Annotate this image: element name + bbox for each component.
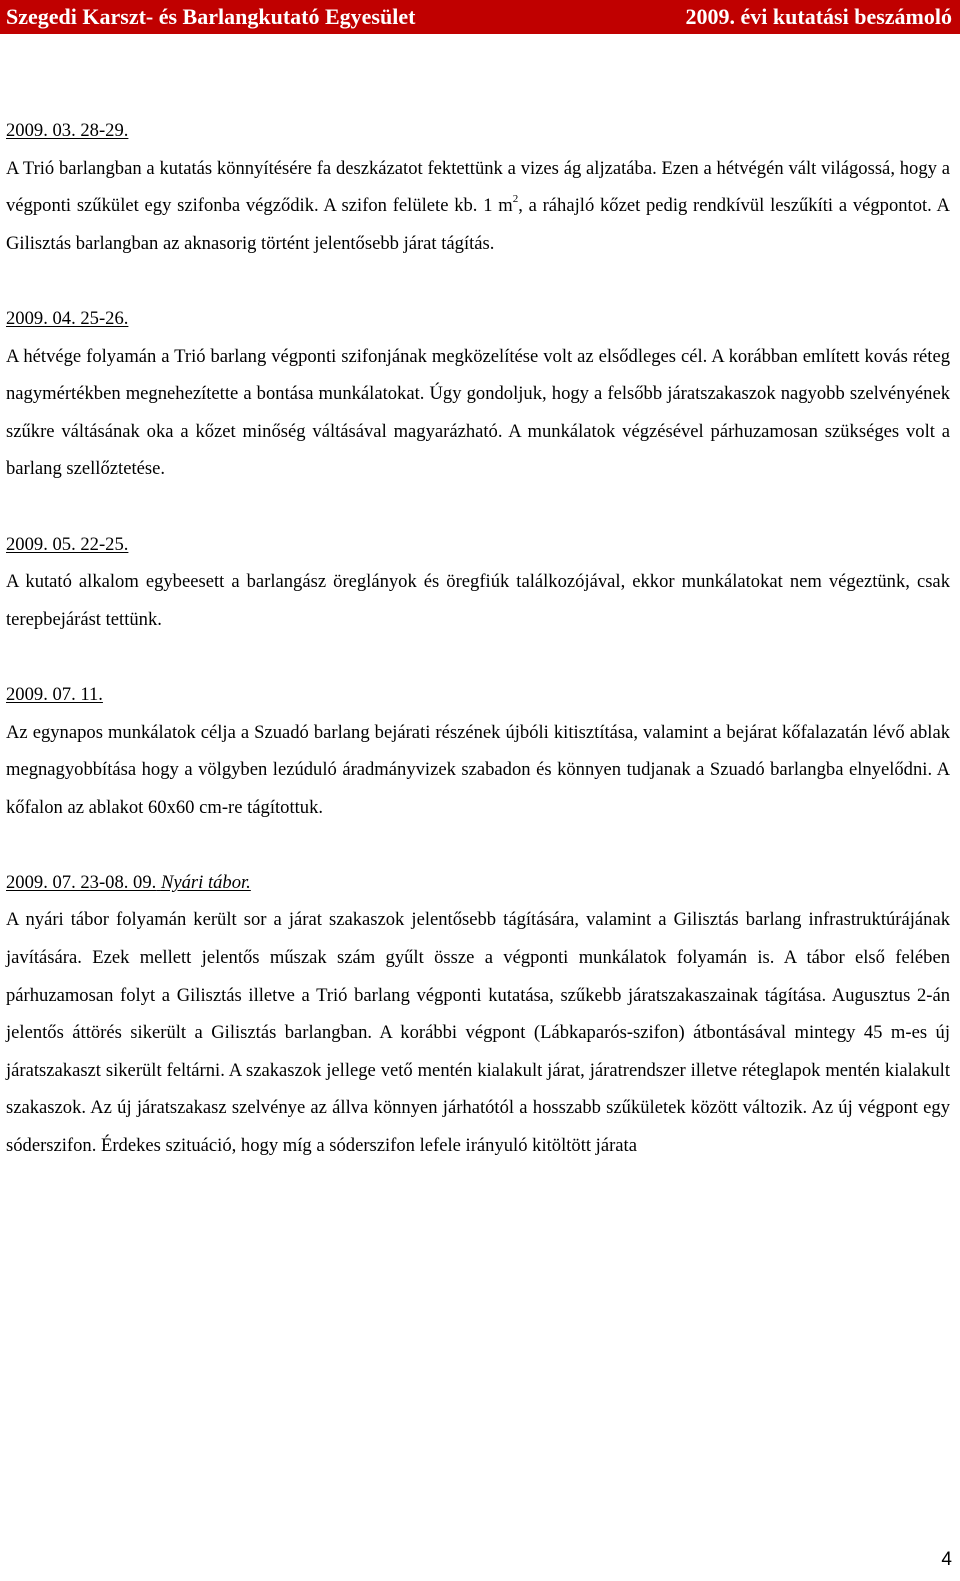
- header-organization: Szegedi Karszt- és Barlangkutató Egyesület: [6, 4, 416, 29]
- page-number: 4: [941, 1549, 952, 1570]
- entry-date: 2009. 03. 28-29.: [6, 120, 129, 141]
- entry-text: A nyári tábor folyamán került sor a járat szakaszok jelentősebb tágítására, valamint a Gilisztás barlang infrastruktúrájának javítására. Ezek mellett jelentős műszak szám gyűlt össze a végponti munkálatok folyamán is. A tábor első felében párhuzamosan folyt a Gilisztás illetve a Trió barlang végponti kutatása, szűkebb járatszakaszainak tágítása. Augusztus 2-án jelentős áttörés sikerült a Gilisztás barlangban. A korábbi végpont (Lábkaparós-szifon) átbontásával mintegy 45 m-es új járatszakaszt sikerült feltárni. A szakaszok jellege vető mentén kialakult járat, járatrendszer illetve réteglapok mentén kialakult szakaszok. Az új járatszakasz szelvénye az állva könnyen járhatótól a hosszabb szűkületek között változik. Az új végpont egy sóderszifon. Érdekes szituáció, hogy míg a sóderszifon lefele irányuló kitöltött járata: [6, 909, 950, 1157]
- entry-text-part: A Trió barlangban a kutatás könnyítésére fa deszkázatot fektettünk a vizes ág aljzatába. Ezen a hétvégén vált világossá, hogy a végponti szűkület egy szifonba végződik. A szifon felülete kb. 1 m: [6, 157, 950, 217]
- entry-2009-07-23: [6, 864, 950, 1165]
- entry-date-label: Nyári tábor.: [160, 871, 251, 893]
- page-header: [0, 0, 960, 34]
- entry-2009-05-22: [6, 526, 950, 639]
- entry-text: [6, 150, 950, 263]
- entry-date: 2009. 04. 25-26.: [6, 307, 129, 329]
- entry-date: 2009. 07. 11.: [6, 683, 103, 705]
- entry-2009-03-28: [6, 112, 950, 262]
- header-report-title: 2009. évi kutatási beszámoló: [685, 4, 952, 29]
- entry-text: A kutató alkalom egybeesett a barlangász öreglányok és öregfiúk találkozójával, ekkor munkálatokat nem végeztünk, csak terepbejárást tettünk.: [6, 571, 950, 630]
- entry-text: Az egynapos munkálatok célja a Szuadó barlang bejárati részének újbóli kitisztítása, valamint a bejárat kőfalazatán lévő ablak megnagyobbítása hogy a völgyben lezúduló áradmányvizek szabadon és könnyen tudjanak a Szuadó barlangba elnyelődni. A kőfalon az ablakot 60x60 cm-re tágítottuk.: [6, 721, 950, 818]
- entry-date: [6, 864, 950, 902]
- entry-date-value: 2009. 07. 23-08. 09.: [6, 871, 157, 893]
- entry-text-part: , a ráhajló kőzet pedig rendkívül leszűkíti a végpontot. A Gilisztás barlangban az aknasorig történt jelentősebb járat tágítás.: [6, 195, 950, 254]
- entry-2009-07-11: [6, 676, 950, 826]
- entry-2009-04-25: [6, 300, 950, 488]
- report-content: [6, 112, 950, 1202]
- entry-text: A hétvége folyamán a Trió barlang végponti szifonjának megközelítése volt az elsődleges cél. A korábban említett kovás réteg nagymértékben megnehezítette a bontása munkálatokat. Úgy gondoljuk, hogy a felsőbb járatszakaszok nagyobb szelvényének szűkre váltásának oka a kőzet minőség váltásával magyarázható. A munkálatok végzésével párhuzamosan szükséges volt a barlang szellőztetése.: [6, 345, 950, 480]
- entry-date: 2009. 05. 22-25.: [6, 533, 129, 555]
- superscript: 2: [512, 193, 519, 205]
